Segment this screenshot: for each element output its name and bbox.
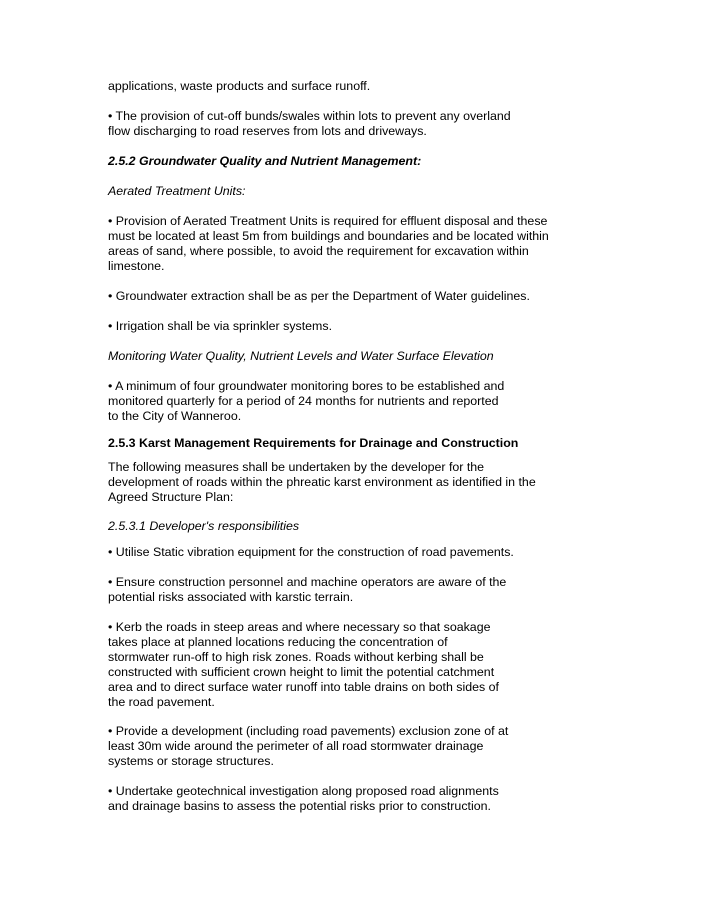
text-line: • Utilise Static vibration equipment for the construction of road pavements. [108,545,514,559]
text-line: • Ensure construction personnel and machine operators are aware of the [108,575,507,589]
bullet-exclusion-zone [108,724,588,769]
text-line: • A minimum of four groundwater monitoring bores to be established and [108,379,505,393]
text-line: area and to direct surface water runoff into table drains on both sides of [108,680,500,694]
text-line: The following measures shall be undertaken by the developer for the [108,460,485,474]
text-line: development of roads within the phreatic karst environment as identified in the [108,475,536,489]
bullet-kerb-roads [108,620,588,710]
text-line: • Groundwater extraction shall be as per the Department of Water guidelines. [108,289,530,303]
heading-2-5-3 [108,436,588,451]
text-line: to the City of Wanneroo. [108,409,242,423]
text-line: • The provision of cut-off bunds/swales within lots to prevent any overland [108,109,511,123]
bullet-personnel-awareness [108,575,588,605]
text-line: must be located at least 5m from buildings and boundaries and be located within [108,229,549,243]
subheading-aerated-treatment-units [108,184,588,199]
heading-text: 2.5.2 Groundwater Quality and Nutrient Management: [108,154,422,168]
text-line: • Provision of Aerated Treatment Units is required for effluent disposal and these [108,214,548,228]
text-line: and drainage basins to assess the potential risks prior to construction. [108,799,491,813]
heading-2-5-2 [108,154,588,169]
text-line: • Provide a development (including road pavements) exclusion zone of at [108,724,509,738]
text-line: least 30m wide around the perimeter of all road stormwater drainage [108,739,484,753]
text-line: applications, waste products and surface runoff. [108,79,371,93]
text-line: potential risks associated with karstic terrain. [108,590,354,604]
bullet-static-vibration [108,545,588,560]
text-line: flow discharging to road reserves from lots and driveways. [108,124,427,138]
text-line: constructed with sufficient crown height to limit the potential catchment [108,665,495,679]
subheading-text: Monitoring Water Quality, Nutrient Levels and Water Surface Elevation [108,349,494,363]
text-line: systems or storage structures. [108,754,274,768]
text-line: • Irrigation shall be via sprinkler systems. [108,319,333,333]
text-line: takes place at planned locations reducing the concentration of [108,635,448,649]
text-line: areas of sand, where possible, to avoid the requirement for excavation within [108,244,529,258]
bullet-irrigation [108,319,588,334]
text-line: limestone. [108,259,165,273]
text-line: stormwater run-off to high risk zones. Roads without kerbing shall be [108,650,484,664]
paragraph-developer-measures [108,460,588,505]
bullet-aerated-treatment-provision [108,214,588,274]
subheading-text: 2.5.3.1 Developer's responsibilities [108,519,300,533]
text-line: • Undertake geotechnical investigation along proposed road alignments [108,784,499,798]
subheading-monitoring-water-quality [108,349,588,364]
paragraph-runoff-continuation [108,79,588,94]
bullet-geotechnical-investigation [108,784,588,814]
subheading-text: Aerated Treatment Units: [108,184,246,198]
text-line: • Kerb the roads in steep areas and where necessary so that soakage [108,620,491,634]
text-line: Agreed Structure Plan: [108,490,234,504]
heading-text: 2.5.3 Karst Management Requirements for Drainage and Construction [108,436,519,450]
bullet-monitoring-bores [108,379,588,424]
subheading-2-5-3-1 [108,519,588,534]
text-line: monitored quarterly for a period of 24 months for nutrients and reported [108,394,499,408]
bullet-cutoff-bunds [108,109,588,139]
bullet-groundwater-extraction [108,289,588,304]
text-line: the road pavement. [108,695,215,709]
